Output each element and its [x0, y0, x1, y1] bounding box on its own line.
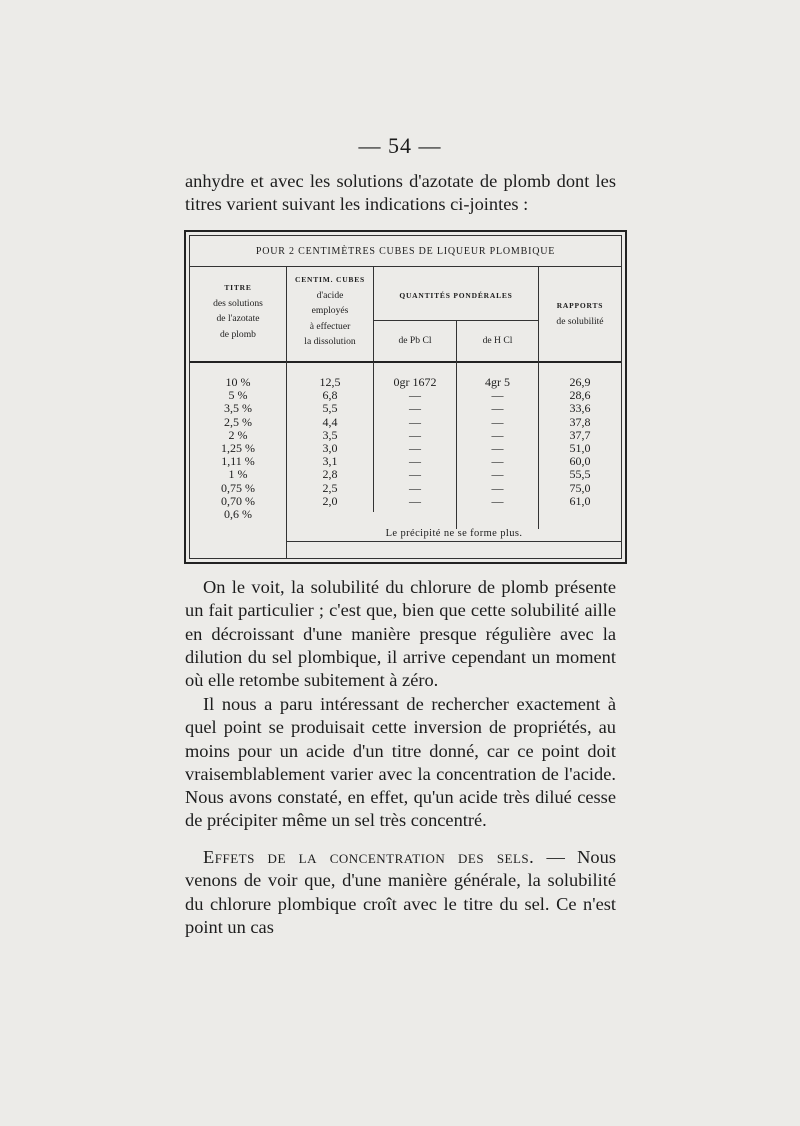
note-rule — [286, 541, 621, 542]
table-cell: 3,5 — [322, 427, 338, 442]
table-cell: 3,0 — [322, 440, 338, 455]
table-cell: 1 % — [228, 467, 248, 482]
table-cell: — — [409, 454, 421, 469]
table-cell: 5 % — [228, 388, 248, 403]
table-cell: — — [491, 467, 504, 482]
table-cell: 0,70 % — [221, 493, 255, 508]
table-cell: 5,5 — [322, 401, 338, 416]
table-cell: 55,5 — [569, 467, 591, 482]
solubility-table — [184, 230, 627, 564]
table-cell: 2 % — [228, 427, 248, 442]
table-cell: 2,0 — [322, 493, 338, 508]
table-cell: 28,6 — [569, 388, 591, 403]
table-cell: 2,8 — [322, 467, 338, 482]
table-cell: 4,4 — [322, 414, 338, 429]
table-cell: — — [491, 414, 504, 429]
header-pbcl: de Pb Cl — [398, 335, 432, 346]
table-cell: 60,0 — [569, 454, 591, 469]
table-caption: POUR 2 CENTIMÈTRES CUBES DE LIQUEUR PLOMBIQUE — [255, 246, 556, 257]
intro-paragraph: anhydre et avec les solutions d'azotate de plomb dont les titres varient suivant les indications ci-jointes : — [185, 171, 616, 215]
table-cell: 3,1 — [322, 454, 338, 469]
paragraph-3-text: — Nous venons de voir que, d'une manière générale, la solubilité du chlorure plombique croît avec le titre du sel. Ce n'est point un cas — [185, 847, 616, 937]
table-note: Le précipité ne se forme plus. — [385, 528, 523, 539]
table-cell: 0,75 % — [221, 480, 255, 495]
table-cell: — — [409, 440, 421, 455]
table-cell: 2,5 % — [224, 414, 252, 429]
table-cell: 1,25 % — [221, 440, 255, 455]
table-cell: — — [409, 414, 421, 429]
column-titre — [190, 376, 286, 521]
table-cell: 26,9 — [569, 375, 591, 389]
table-cell: — — [491, 493, 504, 508]
table-cell: — — [491, 388, 504, 403]
table-cell: 4gr 5 — [485, 375, 510, 389]
table-cell: 75,0 — [569, 480, 591, 495]
table-cell: 37,7 — [569, 427, 591, 442]
table-inner-frame — [189, 235, 622, 559]
paragraph-1: On le voit, la solubilité du chlorure de plomb présente un fait particulier ; c'est que, bien que cette solubilité aille en décroissant d'une manière presque régulière avec la dilution du sel plombique, il arrive cependant un moment où elle retombe subitement à zéro. — [185, 577, 616, 691]
table-cell: — — [409, 401, 421, 416]
header-titre: TITRE des solutions de l'azotate de plomb — [213, 283, 263, 340]
table-cell: 33,6 — [569, 401, 591, 416]
header-centim: CENTIM. CUBES d'acide employés à effectuer la dissolution — [295, 275, 365, 347]
table-cell: — — [491, 427, 504, 442]
caption-rule — [190, 266, 621, 267]
header-rule — [190, 361, 621, 363]
table-cell: 51,0 — [569, 440, 591, 455]
table-cell: 61,0 — [569, 493, 591, 508]
table-cell: — — [491, 401, 504, 416]
table-cell: 37,8 — [569, 414, 591, 429]
table-cell: — — [409, 467, 421, 482]
header-quantites: QUANTITÉS PONDÉRALES — [399, 291, 513, 300]
table-cell: 0gr 1672 — [393, 375, 437, 389]
column-rapports — [539, 376, 621, 508]
table-cell: 6,8 — [322, 388, 338, 403]
paragraph-3 — [185, 846, 616, 939]
table-cell: 1,11 % — [221, 454, 255, 469]
table-cell: — — [409, 480, 421, 495]
section-heading: Effets de la concentration des sels. — [203, 847, 535, 867]
table-cell: — — [409, 388, 421, 403]
header-rapports: RAPPORTS de solubilité — [556, 301, 604, 327]
table-cell: — — [491, 454, 504, 469]
page-number: — 54 — — [358, 133, 442, 158]
header-hcl: de H Cl — [482, 335, 513, 346]
table-cell: 0,6 % — [224, 506, 252, 521]
table-cell: — — [409, 493, 421, 508]
table-cell: — — [409, 427, 421, 442]
table-cell: 3,5 % — [224, 401, 252, 416]
column-hcl — [457, 376, 538, 508]
column-pbcl — [374, 376, 456, 508]
table-cell: — — [491, 480, 504, 495]
paragraph-2: Il nous a paru intéressant de rechercher exactement à quel point se produisait cette inversion de propriétés, au moins pour un acide d'un titre donné, car ce point doit vraisemblablement varier avec la concentration de l'acide. Nous avons constaté, en effet, qu'un acide très dilué cesse de précipiter même un sel très concentré. — [185, 694, 616, 831]
column-centim — [287, 376, 373, 508]
table-cell: — — [491, 440, 504, 455]
table-cell: 2,5 — [322, 480, 338, 495]
table-cell: 10 % — [225, 375, 251, 389]
table-cell: 12,5 — [319, 375, 341, 389]
